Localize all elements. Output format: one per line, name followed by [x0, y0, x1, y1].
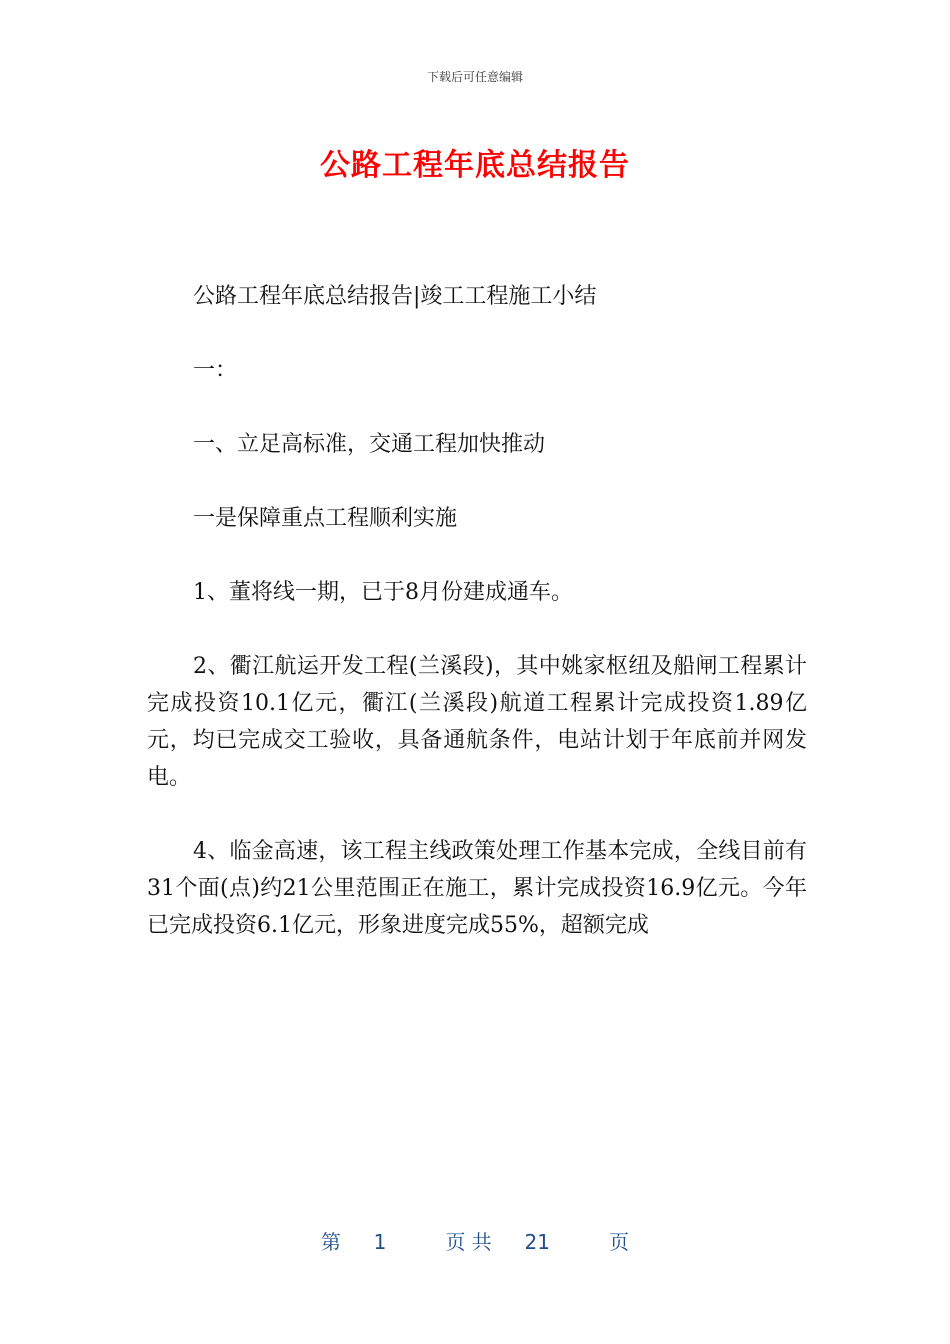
footer-prefix: 第	[320, 1230, 341, 1254]
paragraph: 1、董将线一期，已于8月份建成通车。	[193, 580, 573, 605]
document-body	[147, 278, 807, 981]
paragraph: 一是保障重点工程顺利实施	[193, 506, 458, 531]
footer-suffix: 页	[609, 1230, 630, 1254]
footer-current-page: 1	[373, 1230, 387, 1254]
paragraph: 4、临金高速，该工程主线政策处理工作基本完成，全线目前有31个面(点)约21公里范围正在施工，累计完成投资16.9亿元。今年已完成投资6.1亿元，形象进度完成55%，超额完成	[147, 839, 807, 938]
footer-total-pages: 21	[524, 1230, 550, 1254]
paragraph: 一、立足高标准，交通工程加快推动	[193, 432, 546, 457]
paragraph: 一：	[193, 358, 238, 383]
footer-middle: 页 共	[445, 1230, 492, 1254]
page-footer	[0, 1226, 950, 1255]
header-note: 下载后可任意编辑	[426, 70, 523, 84]
paragraph: 2、衢江航运开发工程(兰溪段)，其中姚家枢纽及船闸工程累计完成投资10.1亿元，衢江(兰溪段)航道工程累计完成投资1.89亿元，均已完成交工验收，具备通航条件，电站计划于年底前并网发电。	[147, 654, 807, 790]
paragraph: 公路工程年底总结报告|竣工工程施工小结	[193, 284, 597, 309]
document-title: 公路工程年底总结报告	[320, 148, 630, 183]
